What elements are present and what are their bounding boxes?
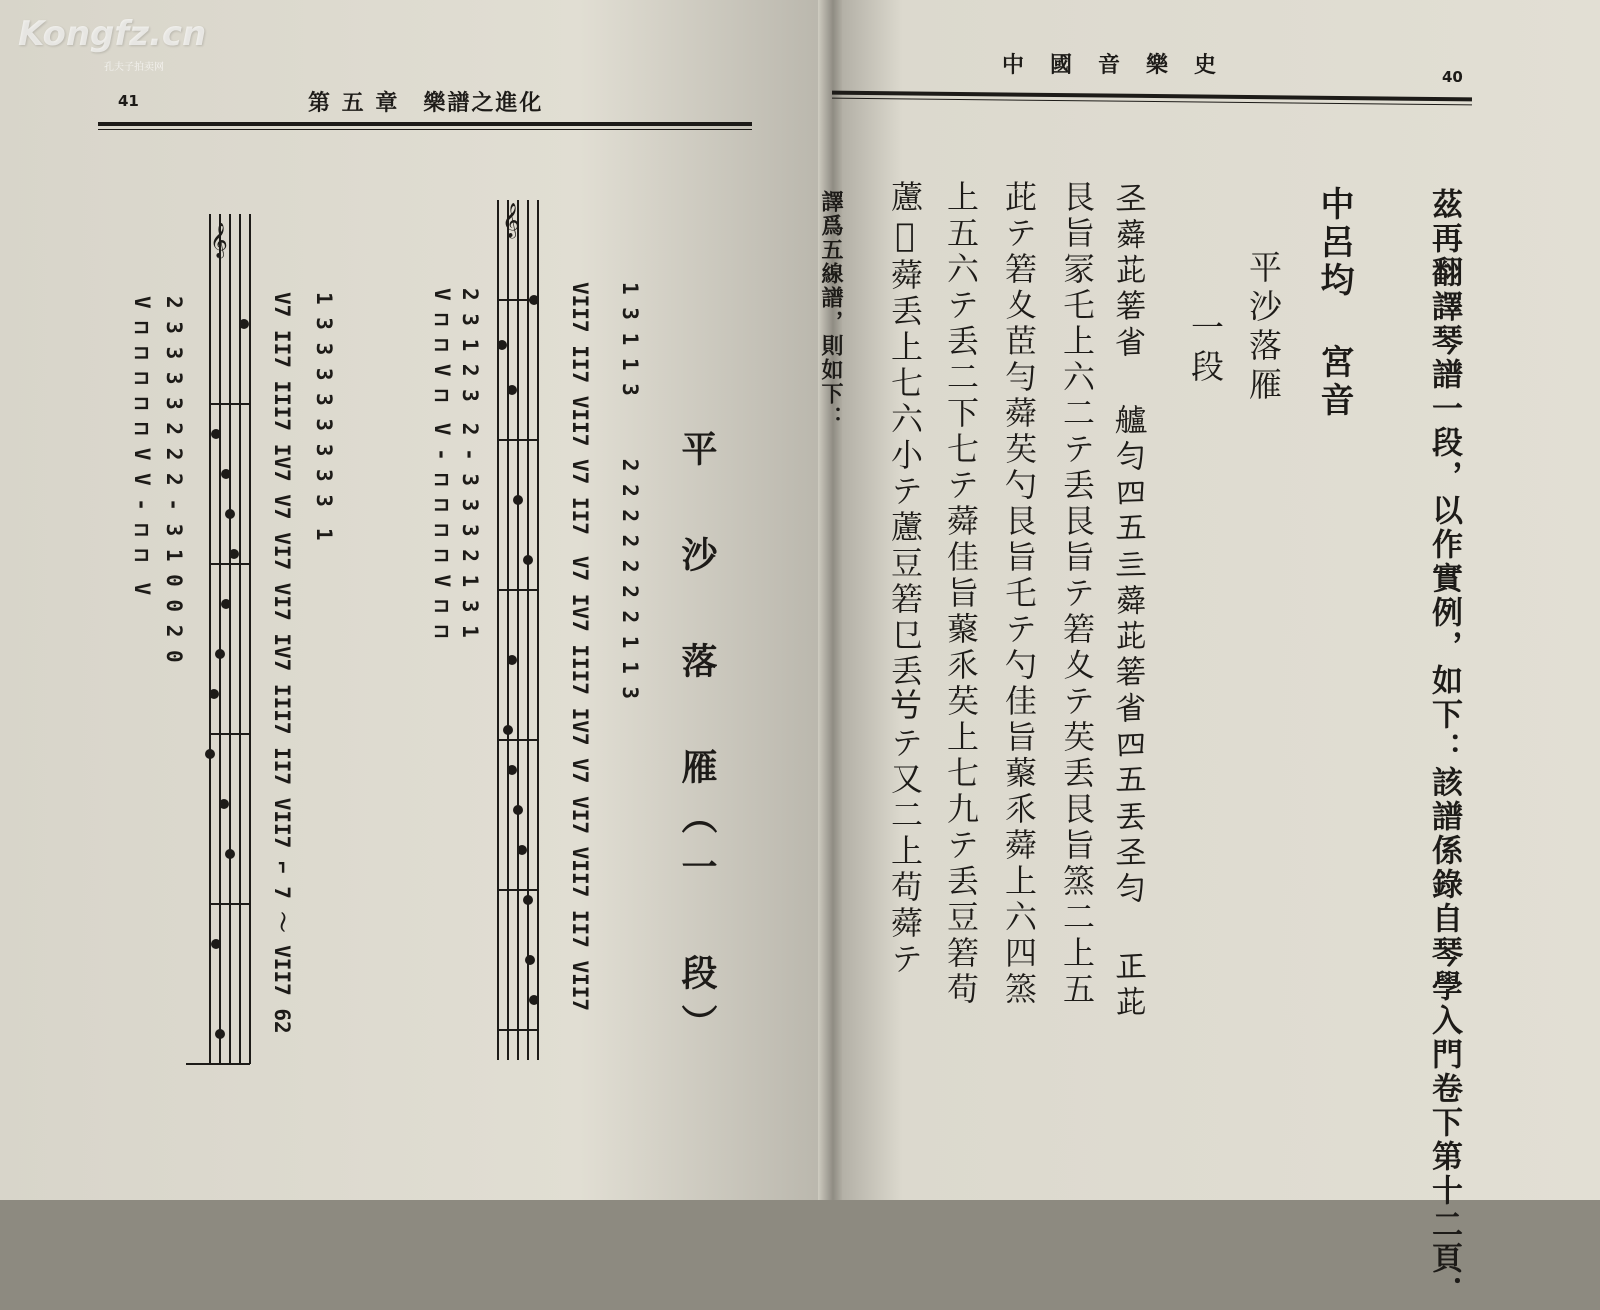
left-page	[0, 0, 828, 1200]
score-line-7: 2 3 3 3 3 2 2 2 - 3 1 0 0 2 0	[162, 296, 186, 663]
left-page-number: 41	[118, 92, 139, 110]
score-line-2: VII7 II7 VII7 V7 II7 V7 IV7 III7 IV7 V7 VI7 VII7 II7 VII7	[568, 282, 592, 1012]
svg-text:𝄞: 𝄞	[210, 223, 228, 258]
tablature-column-4: 上五六テ丢二下七テ蕣佳旨藂乑䒨上七九テ丢豆箬苟	[942, 180, 980, 1008]
staff-lower	[186, 214, 266, 1074]
tablature-column-5: 藘𤄬蕣丢上七六小テ藘豆箬㔾丢𠔃テ又二上苟蕣テ	[886, 180, 924, 978]
tablature-column-1: 𢀖蕣茈箬省 艫勻四五亖蕣茈箬省四五丢𢀖勻 正茈	[1112, 180, 1150, 1020]
right-header-rule	[832, 91, 1472, 102]
piece-title: 平 沙 落 雁（一 段）	[676, 430, 718, 1054]
right-page	[818, 0, 1600, 1310]
mode-label: 中呂均 宮音	[1314, 186, 1354, 420]
left-running-head: 第 五 章 樂譜之進化	[308, 90, 544, 116]
intro-text-column: 茲再翻譯琴譜一段，以作實例，如下：該譜係錄自琴學入門卷下第十二頁．	[1426, 188, 1462, 1310]
watermark-logo: Kongfz.cn	[18, 14, 207, 54]
score-line-8: V ⊓ ⊓ ⊓ ⊓ ⊓ V V - ⊓ ⊓ V	[130, 296, 154, 596]
score-line-6: V7 II7 III7 IV7 V7 VI7 VI7 IV7 III7 II7 VII7 ⌐ 7 〜 VII7 62	[270, 292, 294, 1034]
piece-name: 平沙落雁	[1244, 250, 1283, 406]
left-header-rule	[98, 122, 752, 126]
tablature-column-2: 艮旨冡乇上六二テ丢艮旨テ箬夊テ䒨丢艮旨篜二上五	[1058, 180, 1096, 1008]
watermark-subtitle: 孔夫子拍卖网	[104, 62, 164, 73]
left-header-rule-thin	[98, 129, 752, 130]
score-line-4: V ⊓ ⊓ V ⊓ V - ⊓ ⊓ ⊓ ⊓ V ⊓ ⊓	[430, 288, 454, 638]
svg-text:𝄞: 𝄞	[502, 203, 520, 238]
transcription-note: 譯爲五線譜，則如下：	[818, 190, 844, 430]
tablature-column-3: 茈テ箬夊茞勻蕣䒨勺艮旨乇テ勺佳旨藂乑蕣上六四篜	[1000, 180, 1038, 1008]
score-line-5: 1 3 3 3 3 3 3 3 3 1	[312, 292, 336, 541]
score-line-3: 2 3 1 2 3 2 - 3 3 3 2 1 3 1	[458, 288, 482, 638]
right-running-head: 中 國 音 樂 史	[1002, 52, 1219, 78]
section-label: 一段	[1186, 310, 1225, 388]
score-line-1: 1 3 1 1 3 2 2 2 2 2 2 2 1 1 3	[618, 282, 642, 700]
right-page-number: 40	[1442, 68, 1463, 86]
staff-upper	[490, 200, 550, 1070]
